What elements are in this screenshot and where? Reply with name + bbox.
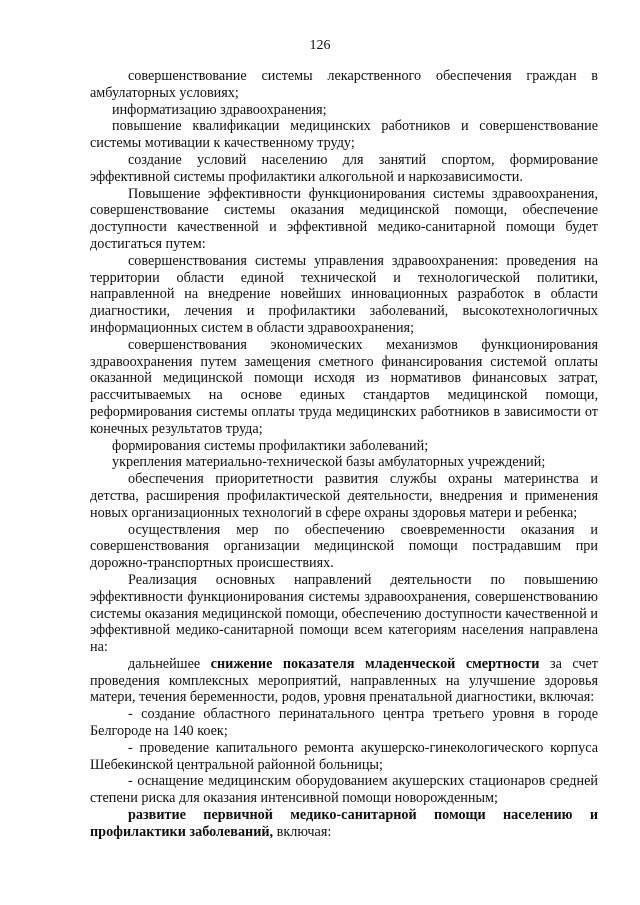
- page-number: 126: [309, 38, 331, 53]
- primary-care-paragraph: [90, 807, 598, 841]
- dash-item: - создание областного перинатального центра третьего уровня в городе Белгороде на 140 коек;: [90, 706, 598, 740]
- paragraph: создание условий населению для занятий спортом, формирование эффективной системы профилактики алкогольной и наркозависимости.: [90, 151, 598, 185]
- paragraph: формирования системы профилактики заболеваний;: [112, 437, 429, 454]
- paragraph: обеспечения приоритетности развития службы охраны материнства и детства, расширения профилактической деятельности, внедрения и применения новых организационных технологий в сфере охраны здоровья матери и ребенка;: [90, 471, 598, 521]
- infant-post: за счет проведения комплексных мероприятий, направленных на улучшение здоровья матери, течения беременности, родов, уровня пренатальной диагностики, включая:: [90, 655, 598, 706]
- paragraph: Реализация основных направлений деятельности по повышению эффективности функционирования системы здравоохранения, совершенствованию системы оказания медицинской помощи, обеспечению доступности качественной и эффективной медико-санитарной помощи всем категориям населения направлена на:: [90, 571, 598, 656]
- paragraph: информатизацию здравоохранения;: [112, 101, 327, 118]
- paragraph: совершенствование системы лекарственного обеспечения граждан в амбулаторных условиях;: [90, 68, 598, 101]
- paragraph: повышение квалификации медицинских работников и совершенствование системы мотивации к качественному труду;: [90, 118, 598, 152]
- dash-item: - оснащение медицинским оборудованием акушерских стационаров средней степени риска для оказания интенсивной помощи новорожденным;: [90, 773, 598, 807]
- primary-care-post: включая:: [273, 823, 332, 840]
- paragraph: совершенствования системы управления здравоохранения: проведения на территории области единой технической и технологической политики, направленной на внедрение новейших инновационных разработок в области диагностики, лечения и профилактики заболеваний, высокотехнологичных информационных систем в области здравоохранения;: [90, 252, 598, 336]
- dash-item: - проведение капитального ремонта акушерско-гинекологического корпуса Шебекинской центральной районной больницы;: [90, 739, 598, 773]
- infant-bold: снижение показателя младенческой смертности: [210, 655, 540, 672]
- paragraph: Повышение эффективности функционирования системы здравоохранения, совершенствование системы оказания медицинской помощи, обеспечение доступности качественной и эффективной медико-санитарной помощи будет достигаться путем:: [90, 185, 598, 252]
- primary-care-bold: развитие первичной медико-санитарной помощи населению и профилактики заболеваний,: [90, 807, 598, 840]
- infant-pre: дальнейшее: [128, 655, 211, 672]
- body-text: [90, 68, 598, 841]
- paragraph: осуществления мер по обеспечению своевременности оказания и совершенствования организации медицинской помощи пострадавшим при дорожно-транспортных происшествиях.: [90, 521, 598, 572]
- paragraph: совершенствования экономических механизмов функционирования здравоохранения путем замещения сметного финансирования системой оплаты оказанной медицинской помощи исходя из нормативов финансовых затрат, рассчитываемых на основе единых стандартов медицинской помощи, реформирования системы оплаты труда медицинских работников в зависимости от конечных результатов труда;: [90, 336, 598, 437]
- infant-mortality-paragraph: [90, 656, 598, 706]
- paragraph: укрепления материально-технической базы амбулаторных учреждений;: [112, 454, 546, 471]
